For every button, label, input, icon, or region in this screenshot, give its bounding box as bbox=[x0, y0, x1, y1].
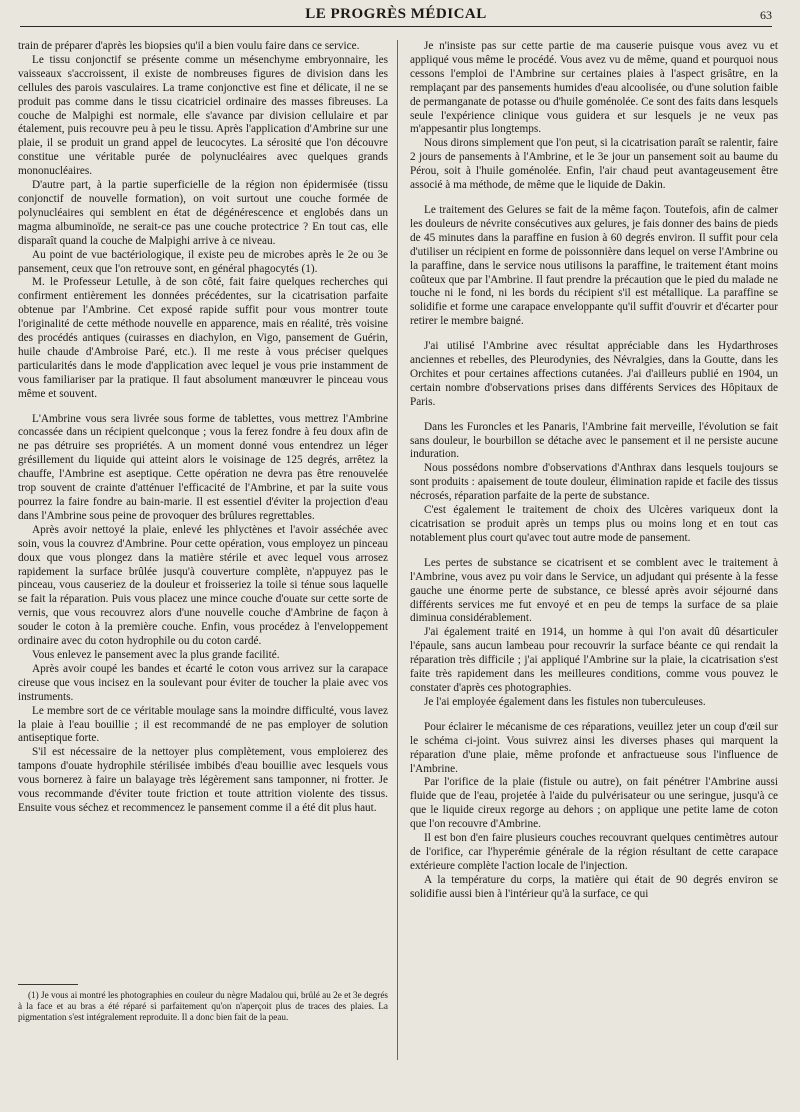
paragraph: Le tissu conjonctif se présente comme un mésenchyme embryonnaire, les vaisseaux s'accroissent, il existe de nombreuses figures de division dans les cellules des parois vasculaires. La trame conjonctive est fine et délicate, il ne se produit pas comme dans le tissu cicatriciel ordinaire des masses fibreuses. La couche de Malpighi est normale, elle s'avance par division cellulaire et par étalement, puis recouvre peu à peu le tissu. Après l'application d'Ambrine sur une plaie, il se produit un grand appel de leucocytes. La sérosité que l'on découvre constitue une véritable purée de polynucléaires avec quelques grands mononucléaires. bbox=[18, 53, 388, 178]
paragraph: train de préparer d'après les biopsies qu'il a bien voulu faire dans ce service. bbox=[18, 40, 360, 52]
paragraph: A la température du corps, la matière qui était de 90 degrés environ se solidifie aussi bien à l'intérieur qu'à la surface, ce qui bbox=[410, 873, 778, 900]
paragraph: C'est également le traitement de choix des Ulcères variqueux dont la cicatrisation se produit après un temps plus ou moins long et en tout cas notablement plus court qu'avec tout autre mode de pansement. bbox=[410, 504, 778, 544]
paragraph: S'il est nécessaire de la nettoyer plus complètement, vous emploierez des tampons d'ouate hydrophile stérilisée imbibés d'eau bouillie avec lesquels vous vous bornerez à faire un balayage très légèrement sans tamponner, ni frotter. Je vous recommande d'éviter toute friction et toute attrition violente des tissus. Ensuite vous séchez et recommencez le pansement comme il a été dit plus haut. bbox=[18, 746, 388, 814]
page-number: 63 bbox=[760, 8, 772, 22]
paragraph: Nous possédons nombre d'observations d'Anthrax dans lesquels toujours se sont produits : apaisement de toute douleur, élimination rapide et facile des tissus nécrosés, réparation parfaite de la perte de substance. bbox=[410, 462, 778, 503]
right-column bbox=[410, 40, 778, 902]
paragraph: Le membre sort de ce véritable moulage sans la moindre difficulté, vous lavez la plaie à l'eau bouillie ; il est recommandé de ne pas employer de solution antiseptique forte. bbox=[18, 704, 388, 745]
left-column bbox=[18, 40, 388, 816]
paragraph: Nous dirons simplement que l'on peut, si la cicatrisation paraît se ralentir, faire 2 jours de pansements à l'Ambrine, et le 3e jour un pansement soit au baume du Pérou, soit à l'huile goménolée. Enfin, l'air chaud peut avantageusement être associé à ma méthode, de même que le liquide de Dakin. bbox=[410, 137, 778, 192]
footnote bbox=[18, 990, 388, 1023]
paragraph: Par l'orifice de la plaie (fistule ou autre), on fait pénétrer l'Ambrine aussi fluide que de l'eau, projetée à l'aide du pulvérisateur ou une seringue, jusqu'à ce que le liquide cireux regorge au dehors ; on applique une petite lame de coton que l'on recouvre d'Ambrine. bbox=[410, 776, 778, 831]
footnote-text: (1) Je vous ai montré les photographies en couleur du nègre Madalou qui, brûlé au 2e et 3e degrés à la face et au bras a été réparé si parfaitement qu'on n'aperçoit plus de traces des plaies. La pigmentation s'est intégralement reproduite. Il a donc bien fait de la peau. bbox=[18, 990, 388, 1022]
column-divider bbox=[397, 40, 398, 1060]
paragraph: Après avoir nettoyé la plaie, enlevé les phlyctènes et l'avoir asséchée avec soin, vous la couvrez d'Ambrine. Pour cette opération, vous employez un pinceau doux que vous plongez dans la matière stérile et avec lequel vous arrosez rapidement la surface brûlée jusqu'à couverture complète, n'appuyez pas le pinceau, vous causeriez de la douleur et froisseriez la toile si ténue sous laquelle se fait la réparation. Puis vous placez une mince couche d'ouate sur cette sorte de vernis, que vous recouvrez alors d'une nouvelle couche d'Ambrine de façon à souder le coton à la première couche. Enfin, vous procédez à l'enveloppement ordinaire avec du coton hydrophile ou du coton cardé. bbox=[18, 523, 388, 648]
paragraph: J'ai utilisé l'Ambrine avec résultat appréciable dans les Hydarthroses anciennes et rebelles, des Pleurodynies, des Névralgies, dans la Goutte, dans les Orchites et pour certaines affections cutanées. J'ai d'ailleurs publié en 1904, un certain nombre d'observations prises dans différents Services des Hôpitaux de Paris. bbox=[410, 340, 778, 408]
paragraph: Les pertes de substance se cicatrisent et se comblent avec le traitement à l'Ambrine, vous avez pu voir dans le Service, un adjudant qui présente à la fesse gauche une énorme perte de substance, ce blessé après avoir séjourné dans différents services me fut envoyé et en peu de temps la surface de sa plaie diminua considérablement. bbox=[410, 556, 778, 625]
journal-title: LE PROGRÈS MÉDICAL bbox=[305, 6, 487, 22]
paragraph: Je n'insiste pas sur cette partie de ma causerie puisque vous avez vu et appliqué vous même le procédé. Vous avez vu de même, quand et pourquoi nous cessons l'emploi de l'Ambrine sur certaines plaies à l'aspect grisâtre, en la remplaçant par des pansements humides d'eau alcoolisée, ou d'une solution faible de permanganate de potasse ou d'huile goménolée. Ce sont des faits dans lesquels seule l'expérience clinique vous guidera et sur lesquels je ne veux pas m'appesantir plus longtemps. bbox=[410, 40, 778, 136]
running-header bbox=[20, 4, 772, 27]
footnote-rule bbox=[18, 984, 78, 985]
paragraph: Au point de vue bactériologique, il existe peu de microbes après le 2e ou 3e pansement, ceux que l'on retrouve sont, en général phagocytés (1). bbox=[18, 248, 388, 275]
paragraph: Vous enlevez le pansement avec la plus grande facilité. bbox=[32, 648, 280, 661]
paragraph: L'Ambrine vous sera livrée sous forme de tablettes, vous mettrez l'Ambrine concassée dans un récipient quelconque ; vous la ferez fondre à feu doux afin de ne pas détruire ses propriétés. A un moment donné vous entendrez un léger grésillement du liquide qui atteint alors le voisinage de 125 degrés, arrêtez la chauffe, l'Ambrine est aseptique. Cette opération ne devra pas être renouvelée trop souvent de crainte d'atténuer l'efficacité de l'Ambrine, et par la suite vous pourrez la faire fondre au bain-marie. Il est essentiel d'éviter la projection d'eau dans l'Ambrine sous peine de provoquer des brûlures regrettables. bbox=[18, 412, 388, 522]
paragraph: J'ai également traité en 1914, un homme à qui l'on avait dû désarticuler l'épaule, sans aucun lambeau pour recouvrir la surface béante ce qui rendait la réparation très difficile ; j'ai appliqué l'Ambrine sur la plaie, la cicatrisation s'est faite très rapidement dans les meilleures conditions, comme vous pouvez le constater d'après ces photographies. bbox=[410, 626, 778, 694]
paragraph: Après avoir coupé les bandes et écarté le coton vous arrivez sur la carapace cireuse que vous incisez en la soulevant pour éviter de toucher la plaie avec vos instruments. bbox=[18, 662, 388, 703]
paragraph: M. le Professeur Letulle, à de son côté, fait faire quelques recherches qui confirment entièrement les données précédentes, sur la cicatrisation parfaite obtenue par l'Ambrine. Cet exposé rapide suffit pour vous montrer toute l'originalité de cette méthode nouvelle en apparence, mais en réalité, très voisine des procédés antiques (cuirasses en diachylon, en Vigo, pansement de Guérin, huile chaude d'Ambroise Paré, etc.). Il me reste à vous préciser quelques particularités dans le mode d'application avec lequel je vous prie instamment de vous familiariser par la pratique. Il faut absolument manœuvrer le pinceau vous même et souvent. bbox=[18, 276, 388, 400]
paragraph: D'autre part, à la partie superficielle de la région non épidermisée (tissu conjonctif de nouvelle formation), on voit surtout une couche formée de polynucléaires qui semblent en état de dégénérescence et englobés dans un magma albuminoïde, ne serait-ce pas une couche protectrice ? En tout cas, elle disparaît quand la couche de Malpighi arrive à ce niveau. bbox=[18, 179, 388, 247]
paragraph: Le traitement des Gelures se fait de la même façon. Toutefois, afin de calmer les douleurs de névrite consécutives aux gelures, je fais donner des bains de pieds de 45 minutes dans la paraffine en fusion à 60 degrés environ. Il suffit pour cela d'utiliser un récipient en forme de poissonnière dans lequel on verse l'Ambrine ou la paraffine, dans le service nous utilisons la paraffine, le traitement étant moins coûteux que par l'Ambrine. Il faut prendre la précaution que le pied du malade ne touche ni le fond, ni les bords du récipient s'il est métallique. La paraffine se solidifie et forme une carapace enveloppante qu'il suffit d'ouvrir et d'écarter pour retirer le membre baigné. bbox=[410, 203, 778, 328]
paragraph: Dans les Furoncles et les Panaris, l'Ambrine fait merveille, l'évolution se fait sans douleur, le bourbillon se détache avec le pansement et il ne persiste aucune induration. bbox=[410, 420, 778, 461]
paragraph: Je l'ai employée également dans les fistules non tuberculeuses. bbox=[424, 695, 706, 708]
paragraph: Pour éclairer le mécanisme de ces réparations, veuillez jeter un coup d'œil sur le schéma ci-joint. Vous suivrez ainsi les diverses phases qui marquent la réparation d'une plaie, même profonde et anfractueuse sous l'influence de l'Ambrine. bbox=[410, 720, 778, 775]
paragraph: Il est bon d'en faire plusieurs couches recouvrant quelques centimètres autour de l'orifice, car l'hyperémie générale de la région résultant de cette carapace extérieure complète l'action locale de l'injection. bbox=[410, 832, 778, 872]
